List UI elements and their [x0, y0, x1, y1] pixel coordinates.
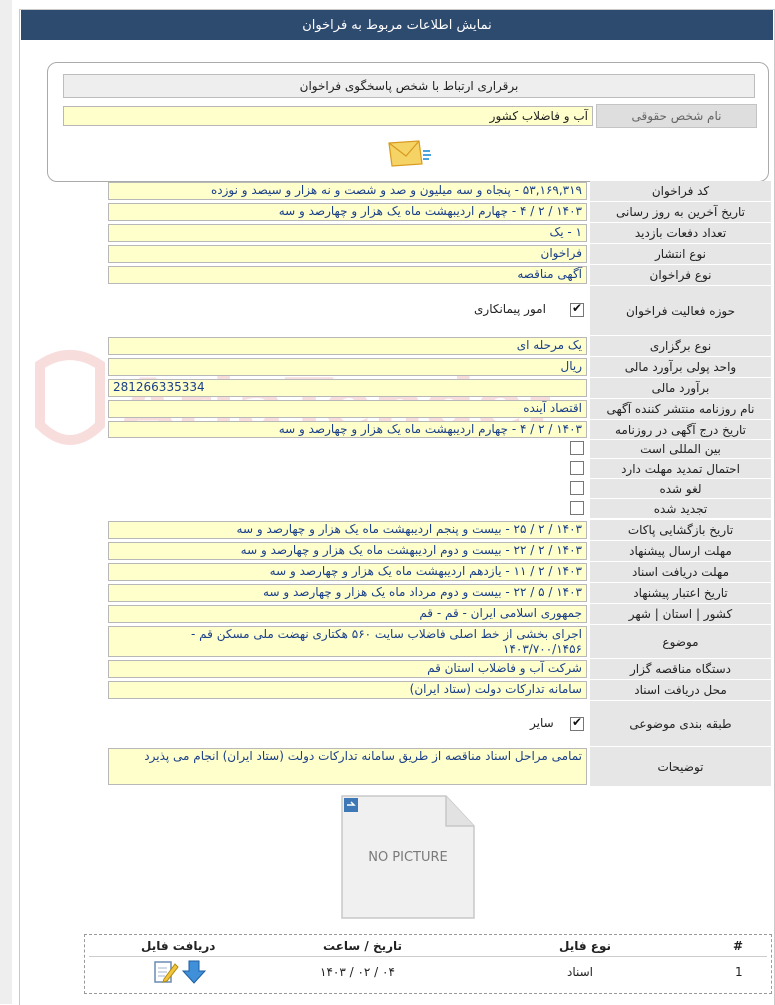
classification-option-label: سایر — [530, 716, 554, 730]
field-row-organizer — [108, 659, 771, 680]
field-label: توضیحات — [590, 747, 771, 787]
extension-checkbox[interactable] — [570, 461, 584, 475]
files-header-download: دریافت فایل — [141, 939, 216, 953]
field-label: واحد پولی برآورد مالی — [590, 357, 771, 378]
field-label: بین المللی است — [590, 440, 771, 459]
field-row-classification — [108, 701, 771, 747]
field-row-submission-deadline — [108, 541, 771, 562]
field-label: تعداد دفعات بازدید — [590, 223, 771, 244]
files-header-date: تاریخ / ساعت — [323, 939, 403, 953]
field-row-visit-count — [108, 223, 771, 244]
files-divider — [89, 956, 767, 957]
field-value: تمامی مراحل اسناد مناقصه از طریق سامانه تدارکات دولت (ستاد ایران) انجام می پذیرد — [108, 748, 587, 785]
field-label: کشور | استان | شهر — [590, 604, 771, 625]
field-row-international — [108, 440, 771, 459]
field-row-newspaper — [108, 399, 771, 420]
international-checkbox[interactable] — [570, 441, 584, 455]
field-value: ۵۳,۱۶۹,۳۱۹ - پنجاه و سه میلیون و صد و شصت و نه هزار و سیصد و نوزده — [108, 182, 587, 200]
field-label: لغو شده — [590, 479, 771, 499]
field-value: ۱ - یک — [108, 224, 587, 242]
field-value: 281266335334 — [108, 379, 587, 397]
field-value: ۱۴۰۳ / ۵ / ۲۲ - بیست و دوم مرداد ماه یک هزار و چهارصد و سه — [108, 584, 587, 602]
download-arrow-icon[interactable] — [181, 959, 207, 985]
field-value: ۱۴۰۳ / ۲ / ۴ - چهارم اردیبهشت ماه یک هزار و چهارصد و سه — [108, 203, 587, 221]
field-row-last-update — [108, 202, 771, 223]
field-label: تاریخ اعتبار پیشنهاد — [590, 583, 771, 604]
field-row-validity-date — [108, 583, 771, 604]
field-label: نام روزنامه منتشر کننده آگهی — [590, 399, 771, 420]
field-label: مهلت ارسال پیشنهاد — [590, 541, 771, 562]
file-row-type: اسناد — [567, 965, 594, 979]
field-row-currency — [108, 357, 771, 378]
field-label: تاریخ بازگشایی پاکات — [590, 520, 771, 541]
field-label: دستگاه مناقصه گزار — [590, 659, 771, 680]
no-picture-text: NO PICTURE — [368, 850, 448, 865]
field-value: ۱۴۰۳ / ۲ / ۲۵ - بیست و پنجم اردیبهشت ماه یک هزار و چهارصد و سه — [108, 521, 587, 539]
field-label: نوع انتشار — [590, 244, 771, 265]
field-label: تاریخ درج آگهی در روزنامه — [590, 420, 771, 440]
field-row-subject — [108, 625, 771, 659]
field-label: نوع فراخوان — [590, 265, 771, 286]
field-row-document-deadline — [108, 562, 771, 583]
files-table — [84, 934, 772, 994]
files-header-type: نوع فایل — [559, 939, 611, 953]
field-row-newspaper-date — [108, 420, 771, 440]
field-label: تاریخ آخرین به روز رسانی — [590, 202, 771, 223]
field-label: احتمال تمدید مهلت دارد — [590, 459, 771, 479]
field-label: کد فراخوان — [590, 181, 771, 202]
field-value: شرکت آب و فاضلاب استان قم — [108, 660, 587, 678]
field-value: ریال — [108, 358, 587, 376]
edit-document-icon[interactable] — [153, 959, 179, 985]
field-row-publish-type — [108, 244, 771, 265]
field-label: موضوع — [590, 625, 771, 659]
file-row-date: ۱۴۰۳ / ۰۲ / ۰۴ — [320, 965, 395, 979]
legal-person-name-label: نام شخص حقوقی — [596, 104, 757, 128]
field-row-tender-type — [108, 265, 771, 286]
email-icon[interactable] — [386, 139, 432, 169]
field-row-extension — [108, 459, 771, 479]
field-row-renewed — [108, 499, 771, 519]
page-header — [21, 10, 773, 40]
field-value: اقتصاد آینده — [108, 400, 587, 418]
field-label: تجدید شده — [590, 499, 771, 519]
field-label: نوع برگزاری — [590, 336, 771, 357]
field-value: جمهوری اسلامی ایران - قم - قم — [108, 605, 587, 623]
field-row-description — [108, 747, 771, 787]
field-label: محل دریافت اسناد — [590, 680, 771, 701]
classification-checkbox[interactable] — [570, 717, 584, 731]
field-value: آگهی مناقصه — [108, 266, 587, 284]
renewed-checkbox[interactable] — [570, 501, 584, 515]
field-row-estimate — [108, 378, 771, 399]
page-title: نمایش اطلاعات مربوط به فراخوان — [302, 17, 492, 33]
field-row-tender-code — [108, 181, 771, 202]
activity-area-option-label: امور پیمانکاری — [474, 302, 546, 316]
field-value: فراخوان — [108, 245, 587, 263]
field-value: ۱۴۰۳ / ۲ / ۲۲ - بیست و دوم اردیبهشت ماه یک هزار و چهارصد و سه — [108, 542, 587, 560]
field-label: حوزه فعالیت فراخوان — [590, 286, 771, 336]
field-value: اجرای بخشی از خط اصلی فاضلاب سایت ۵۶۰ هکتاری نهضت ملی مسکن قم - ۱۴۰۳/۷۰۰/۱۴۵۶ — [108, 626, 587, 657]
field-row-cancelled — [108, 479, 771, 499]
file-row-number: 1 — [735, 965, 743, 979]
no-picture-image — [338, 794, 478, 920]
field-row-activity-area — [108, 286, 771, 336]
field-row-document-location — [108, 680, 771, 701]
field-row-holding-type — [108, 336, 771, 357]
activity-area-checkbox[interactable] — [570, 303, 584, 317]
field-value: سامانه تدارکات دولت (ستاد ایران) — [108, 681, 587, 699]
field-row-opening-date — [108, 520, 771, 541]
field-row-location — [108, 604, 771, 625]
files-header-number: # — [733, 939, 744, 953]
field-label: برآورد مالی — [590, 378, 771, 399]
cancelled-checkbox[interactable] — [570, 481, 584, 495]
left-edge-bar — [0, 0, 12, 1004]
field-label: مهلت دریافت اسناد — [590, 562, 771, 583]
legal-person-name-field: آب و فاضلاب کشور — [63, 106, 593, 126]
field-value: ۱۴۰۳ / ۲ / ۱۱ - یازدهم اردیبهشت ماه یک هزار و چهارصد و سه — [108, 563, 587, 581]
field-value: ۱۴۰۳ / ۲ / ۴ - چهارم اردیبهشت ماه یک هزار و چهارصد و سه — [108, 421, 587, 438]
field-label: طبقه بندی موضوعی — [590, 701, 771, 747]
contact-panel-title: برقراری ارتباط با شخص پاسخگوی فراخوان — [63, 74, 755, 98]
field-value: یک مرحله ای — [108, 337, 587, 355]
